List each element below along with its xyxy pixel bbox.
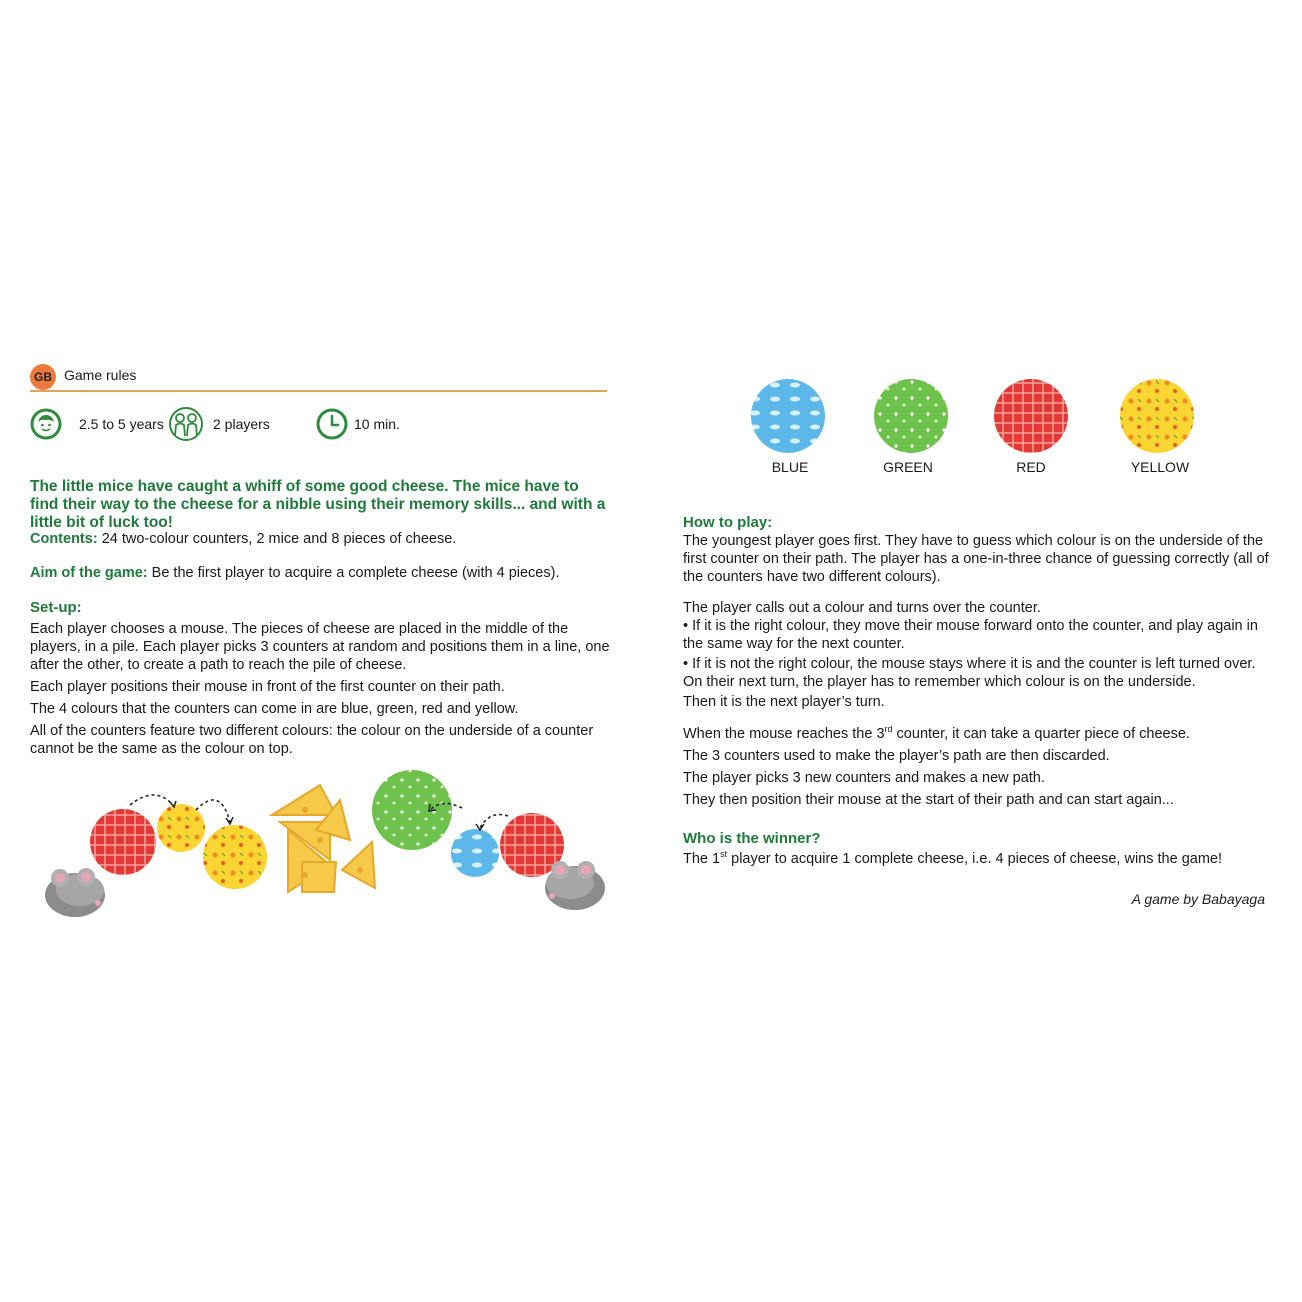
counter-label-red: RED bbox=[1016, 459, 1046, 475]
setup-heading: Set-up: bbox=[30, 599, 82, 616]
page-title: Game rules bbox=[64, 367, 137, 383]
yellow-counter bbox=[203, 825, 267, 889]
mouse-figure bbox=[45, 868, 105, 917]
rule-paragraph: When the mouse reaches the 3rd counter, it can take a quarter piece of cheese. bbox=[683, 724, 1190, 742]
intro-text: The little mice have caught a whiff of some good cheese. The mice have to find their way to the cheese for a nibble using their memory skills... and with a little bit of luck too! bbox=[30, 477, 606, 531]
how-to-play-body bbox=[683, 532, 1273, 809]
blue-counter-swatch bbox=[751, 379, 825, 453]
counter-swatches bbox=[748, 378, 1200, 458]
rule-paragraph: Then it is the next player’s turn. bbox=[683, 694, 885, 710]
counter-label-yellow: YELLOW bbox=[1130, 459, 1190, 475]
setup-paragraph: All of the counters feature two different colours: the colour on the underside of a counter cannot be the same as the colour on top. bbox=[30, 723, 594, 757]
mouse-figure bbox=[545, 861, 605, 910]
setup-paragraph: The 4 colours that the counters can come in are blue, green, red and yellow. bbox=[30, 701, 519, 717]
counter-label-blue: BLUE bbox=[771, 459, 809, 475]
clock-icon bbox=[316, 408, 348, 440]
rule-paragraph: The player picks 3 new counters and makes a new path. bbox=[683, 770, 1045, 786]
game-duration: 10 min. bbox=[354, 416, 400, 432]
rule-paragraph: • If it is not the right colour, the mouse stays where it is and the counter is left turned over. On their next turn, the player has to remember which colour is on the underside. bbox=[683, 656, 1256, 690]
child-face-icon bbox=[30, 408, 62, 440]
red-counter-swatch bbox=[994, 379, 1068, 453]
header-divider bbox=[30, 390, 607, 392]
setup-paragraph: Each player positions their mouse in front of the first counter on their path. bbox=[30, 679, 505, 695]
game-credit: A game by Babayaga bbox=[1131, 891, 1265, 907]
rule-paragraph: They then position their mouse at the start of their path and can start again... bbox=[683, 792, 1174, 808]
setup-body bbox=[30, 620, 610, 762]
aim-label: Aim of the game: bbox=[30, 565, 148, 581]
winner-heading: Who is the winner? bbox=[683, 830, 821, 847]
contents-line bbox=[30, 530, 610, 548]
contents-label: Contents: bbox=[30, 531, 98, 547]
aim-text: Be the first player to acquire a complete cheese (with 4 pieces). bbox=[147, 565, 560, 581]
rule-paragraph: The 3 counters used to make the player’s path are then discarded. bbox=[683, 748, 1110, 764]
contents-text: 24 two-colour counters, 2 mice and 8 pieces of cheese. bbox=[97, 531, 457, 547]
age-range: 2.5 to 5 years bbox=[79, 416, 164, 432]
rule-paragraph: The player calls out a colour and turns over the counter. bbox=[683, 600, 1041, 616]
yellow-counter bbox=[157, 804, 205, 852]
how-to-play-heading: How to play: bbox=[683, 514, 773, 531]
setup-paragraph: Each player chooses a mouse. The pieces of cheese are placed in the middle of the players, in a pile. Each player picks 3 counters at random and positions them in a line, one after the other, to create a path to reach the pile of cheese. bbox=[30, 621, 610, 673]
blue-counter bbox=[451, 829, 499, 877]
green-counter-swatch bbox=[874, 379, 948, 453]
game-illustration bbox=[30, 760, 610, 930]
player-count: 2 players bbox=[213, 416, 270, 432]
winner-text: The 1st player to acquire 1 complete cheese, i.e. 4 pieces of cheese, wins the game! bbox=[683, 849, 1222, 867]
counter-label-green: GREEN bbox=[883, 459, 933, 475]
green-counter bbox=[372, 770, 452, 850]
players-icon bbox=[169, 406, 203, 442]
yellow-counter-swatch bbox=[1120, 379, 1194, 453]
language-badge: GB bbox=[30, 364, 56, 390]
cheese-pieces bbox=[272, 785, 375, 892]
red-counter bbox=[90, 809, 156, 875]
rule-paragraph: The youngest player goes first. They have to guess which colour is on the underside of the first counter on their path. The player has a one-in-three chance of guessing correctly (all of the counters have two different colours). bbox=[683, 533, 1269, 585]
aim-line bbox=[30, 564, 610, 582]
rule-paragraph: • If it is the right colour, they move their mouse forward onto the counter, and play again in the same way for the next counter. bbox=[683, 618, 1258, 652]
